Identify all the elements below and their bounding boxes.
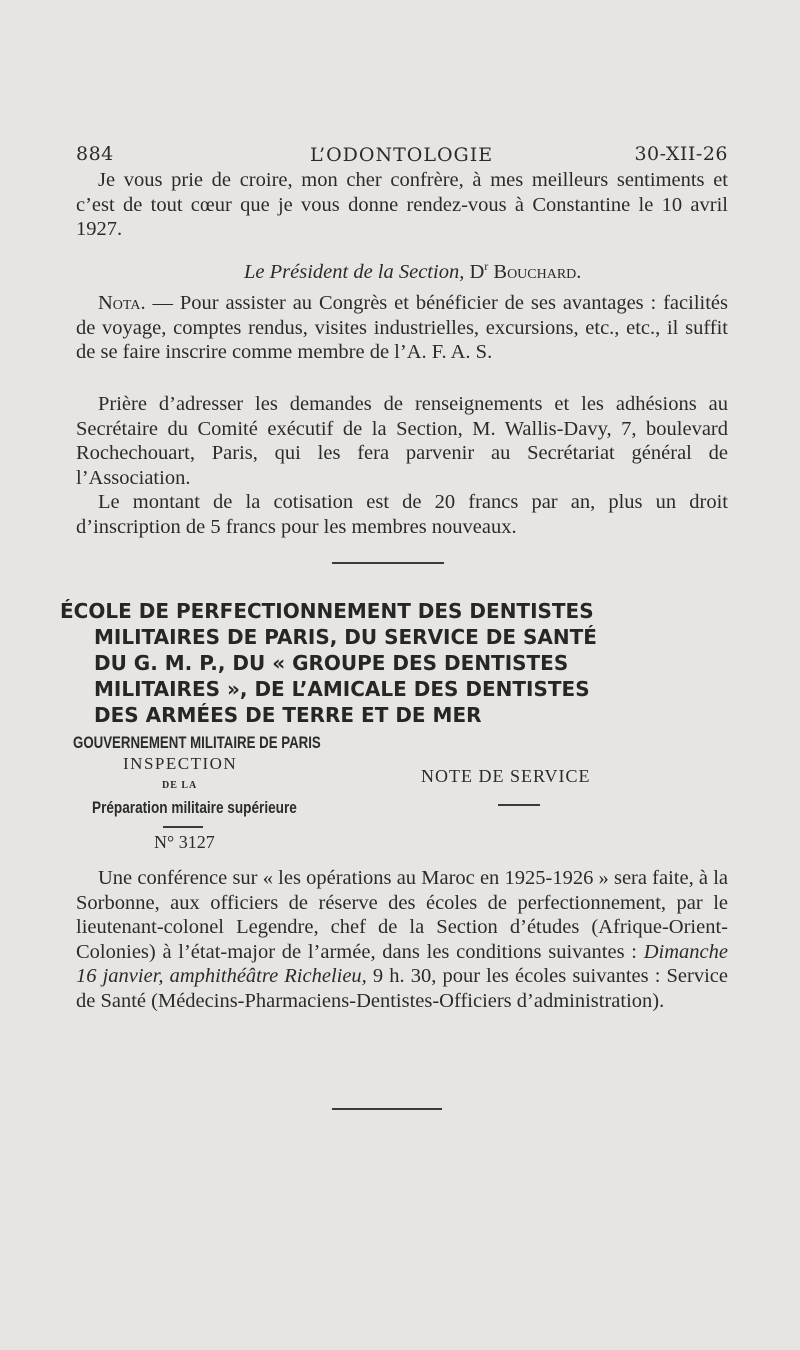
- title-line: MILITAIRES », DE L’AMICALE DES DENTISTES: [94, 677, 590, 701]
- letterhead-de-la: DE LA: [162, 780, 198, 791]
- conference-italic: Dimanche 16 janvier, amphithéâtre Richelieu,: [76, 940, 728, 987]
- signature-role: Le Président de la Section,: [244, 260, 465, 283]
- note-rule: [498, 804, 540, 806]
- nota-text: — Pour assister au Congrès et bénéficier de ses avantages : facilités de voyage, comptes rendus, visites industrielles, excursions, etc., etc., il suffit de se faire inscrire comme membre de l’A. F. A. S.: [76, 292, 728, 363]
- letterhead-inspection: INSPECTION: [123, 754, 238, 773]
- title-line: DU G. M. P., DU « GROUPE DES DENTISTES: [94, 651, 569, 675]
- title-line: MILITAIRES DE PARIS, DU SERVICE DE SANTÉ: [94, 625, 597, 649]
- conference-text-1: Une conférence sur « les opérations au Maroc en 1925-1926 » sera faite, à la Sorbonne, aux officiers de réserve des écoles de perfectionnement, par le lieutenant-colonel Legendre, chef de la Section d’études (Afrique-Orient-Colonies) à l’état-major de l’armée, dans les conditions suivantes :: [76, 867, 728, 963]
- end-divider: [332, 1108, 442, 1110]
- letterhead-rule: [163, 826, 203, 828]
- page-number: 884: [76, 143, 114, 165]
- signature-title: D: [469, 260, 485, 283]
- letterhead-preparation: Préparation militaire supérieure: [92, 798, 297, 817]
- letterhead-numero: N° 3127: [154, 832, 215, 852]
- section-divider: [332, 562, 444, 564]
- cotisation-paragraph: Le montant de la cotisation est de 20 francs par an, plus un droit d’inscription de 5 francs pour les membres nouveaux.: [76, 491, 728, 538]
- title-line: ÉCOLE DE PERFECTIONNEMENT DES DENTISTES: [60, 599, 594, 623]
- adresse-paragraph: Prière d’adresser les demandes de renseignements et les adhésions au Secrétaire du Comité exécutif de la Section, M. Wallis-Davy, 7, boulevard Rochechouart, Paris, qui les fera parvenir au Secrétariat général de l’Association.: [76, 393, 728, 489]
- journal-title: L’ODONTOLOGIE: [310, 144, 494, 166]
- letterhead-gouvernement: GOUVERNEMENT MILITAIRE DE PARIS: [73, 733, 321, 752]
- conference-paragraph: [76, 866, 728, 1013]
- closing-paragraph: Je vous prie de croire, mon cher confrère, à mes meilleurs sentiments et c’est de tout cœur que je vous donne rendez-vous à Constantine le 10 avril 1927.: [76, 169, 728, 240]
- signature-name: Bouchard.: [493, 260, 582, 283]
- signature: [244, 259, 581, 284]
- section-title: [60, 598, 730, 728]
- conference-text-2: 9 h. 30, pour les écoles suivantes : Service de Santé (Médecins-Pharmaciens-Dentistes-Officiers d’administration).: [76, 965, 728, 1012]
- signature-title-sup: r: [484, 259, 489, 273]
- title-line: DES ARMÉES DE TERRE ET DE MER: [94, 703, 482, 727]
- issue-date: 30-XII-26: [634, 143, 728, 165]
- nota-label: Nota.: [98, 292, 146, 314]
- nota-paragraph: [76, 291, 728, 365]
- note-de-service: NOTE DE SERVICE: [421, 766, 591, 786]
